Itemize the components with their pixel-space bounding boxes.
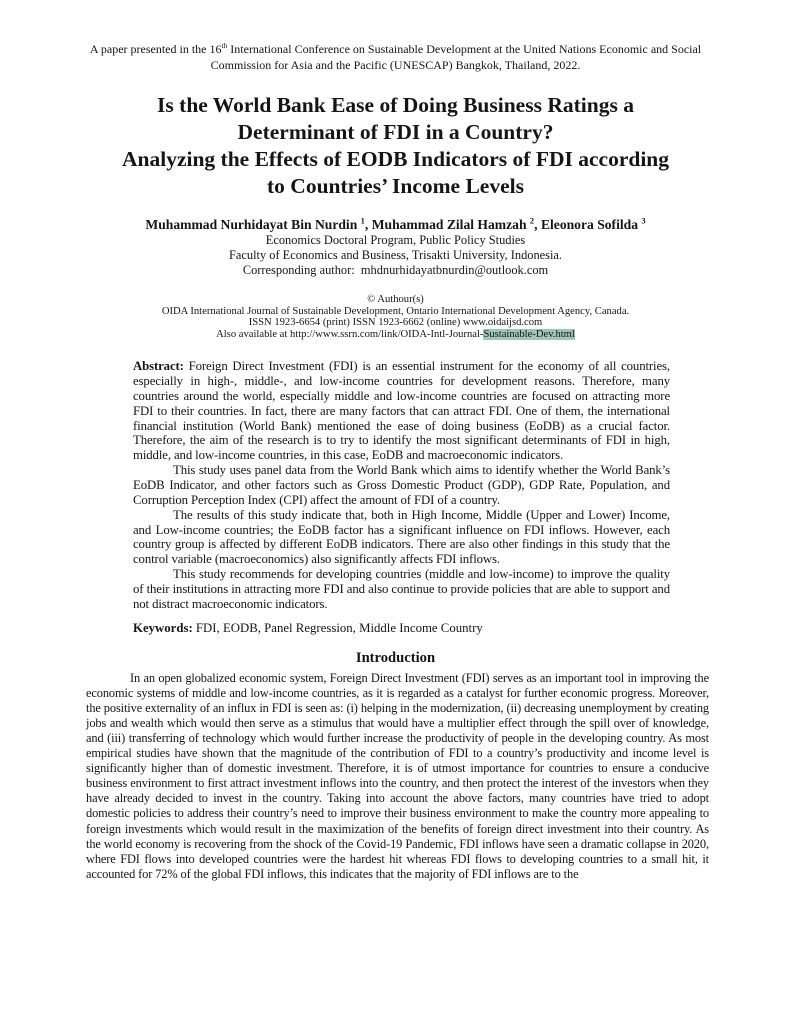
author-2-affiliation-number: 2: [529, 215, 535, 226]
availability-line: [0, 329, 791, 341]
affiliation-faculty: Faculty of Economics and Business, Trisakti University, Indonesia.: [228, 248, 563, 263]
abstract-paragraph-3: The results of this study indicate that, both in High Income, Middle (Upper and Lower) Income, and Low-income countries; the EoDB factor has a significant influence on FDI inflows. However, each country group is affected by different EoDB indicators. There are also other findings in this study that the control variable (macroeconomics) also significantly affects FDI inflows.: [133, 507, 670, 567]
author-separator: ,: [364, 217, 372, 232]
conference-note-prefix: A paper presented in the 16: [89, 42, 222, 56]
ordinal-superscript: th: [221, 41, 228, 50]
introduction-heading: Introduction: [355, 649, 436, 666]
title-line: Determinant of FDI in a Country?: [237, 120, 554, 144]
title-line: to Countries’ Income Levels: [267, 174, 524, 198]
keywords-line: [133, 621, 670, 636]
paper-title: [81, 92, 711, 200]
keywords-label: Keywords:: [133, 620, 193, 635]
author-1-affiliation-number: 1: [360, 215, 365, 226]
corresponding-author-line: [0, 263, 791, 278]
journal-line: OIDA International Journal of Sustainable Development, Ontario International Development Agency, Canada.: [161, 305, 630, 317]
corresponding-author-email: mhdnurhidayatbnurdin@outlook.com: [360, 263, 549, 278]
copyright-note: © Authour(s): [367, 293, 424, 305]
author-separator: ,: [534, 217, 541, 232]
abstract-paragraph-1-text: Foreign Direct Investment (FDI) is an essential instrument for the economy of all countries, especially in high-, middle-, and low-income countries for development reasons. Therefore, many countries around the world, especially middle and low-income countries are focused on attracting more FDI to their countries. In fact, there are many factors that can attract FDI. One of them, the international financial institution (World Bank) mentioned the ease of doing business (EoDB) as a crucial factor. Therefore, the aim of the research is to try to identify the most significant determinants of FDI in high, middle, and low-income countries, in this case, EoDB and macroeconomic indicators.: [133, 359, 670, 463]
author-3-affiliation-number: 3: [641, 215, 646, 226]
abstract-paragraph-4: This study recommends for developing countries (middle and low-income) to improve the quality of their institutions in attracting more FDI and also continue to provide policies that are able to support and not distract macroeconomic indicators.: [133, 567, 670, 611]
conference-note: [68, 42, 724, 73]
abstract-paragraph-2: This study uses panel data from the World Bank which aims to identify whether the World Bank’s EoDB Indicator, and other factors such as Gross Domestic Product (GDP), GDP Rate, Population, and Corruption Perception Index (CPI) affect the amount of FDI of a country.: [133, 463, 670, 507]
imprint-block: [0, 294, 791, 342]
affiliation-block: [0, 233, 791, 279]
availability-url-prefix: Also available at http://www.ssrn.com/link/OIDA-Intl-Journal-: [216, 329, 484, 341]
abstract-paragraph-1: [133, 359, 670, 463]
availability-url-highlight: Sustainable-Dev.html: [483, 329, 575, 341]
authors-line: [0, 217, 791, 233]
title-line: Analyzing the Effects of EODB Indicators of FDI according: [121, 147, 670, 171]
author-2-name: Muhammad Zilal Hamzah: [371, 217, 527, 232]
keywords-text: FDI, EODB, Panel Regression, Middle Income Country: [195, 620, 483, 635]
issn-line: ISSN 1923-6654 (print) ISSN 1923-6662 (online) www.oidaijsd.com: [248, 317, 543, 329]
abstract-label: Abstract:: [133, 359, 184, 374]
author-1-name: Muhammad Nurhidayat Bin Nurdin: [145, 217, 358, 232]
abstract-section: [133, 359, 670, 635]
affiliation-program: Economics Doctoral Program, Public Policy Studies: [265, 233, 526, 247]
conference-note-suffix: International Conference on Sustainable Development at the United Nations Economic and Social Commission for Asia and the Pacific (UNESCAP) Bangkok, Thailand, 2022.: [210, 42, 702, 72]
title-line: Is the World Bank Ease of Doing Business Ratings a: [157, 93, 634, 117]
author-3-name: Eleonora Sofilda: [540, 217, 638, 232]
corresponding-author-label: Corresponding author:: [242, 263, 355, 278]
introduction-paragraph: In an open globalized economic system, Foreign Direct Investment (FDI) serves as an important tool in improving the economic systems of middle and low-income countries, as it is regarded as a catalyst for further economic progress. Moreover, the positive externality of an influx in FDI is seen as: (i) helping in the modernization, (ii) decreasing unemployment by creating jobs and wealth which would then serve as a stimulus that would have a multiplier effect through the spill over of knowledge, and (iii) transferring of technology which would further increase the productivity of people in the developing country. As most empirical studies have shown that the magnitude of the contribution of FDI to a country’s productivity and income level is significantly higher than of domestic investment. Therefore, it is of utmost importance for countries to ensure a conducive business environment to first attract investment inflows into the country, and then protect the interest of the investors when they have already decided to invest in the country. Taking into account the above factors, many countries have tried to adopt domestic policies to address their country’s need to improve their business environment to make the country more appealing to foreign investments which would result in the maximization of the benefits of foreign direct investment into their country. As the world economy is recovering from the shock of the Covid-19 Pandemic, FDI inflows have seen a dramatic collapse in 2020, where FDI flows into developed countries were the hardest hit whereas FDI flows to developing countries to a small hit, it accounted for 72% of the global FDI inflows, this indicates that the majority of FDI inflows are to the: [86, 670, 709, 881]
